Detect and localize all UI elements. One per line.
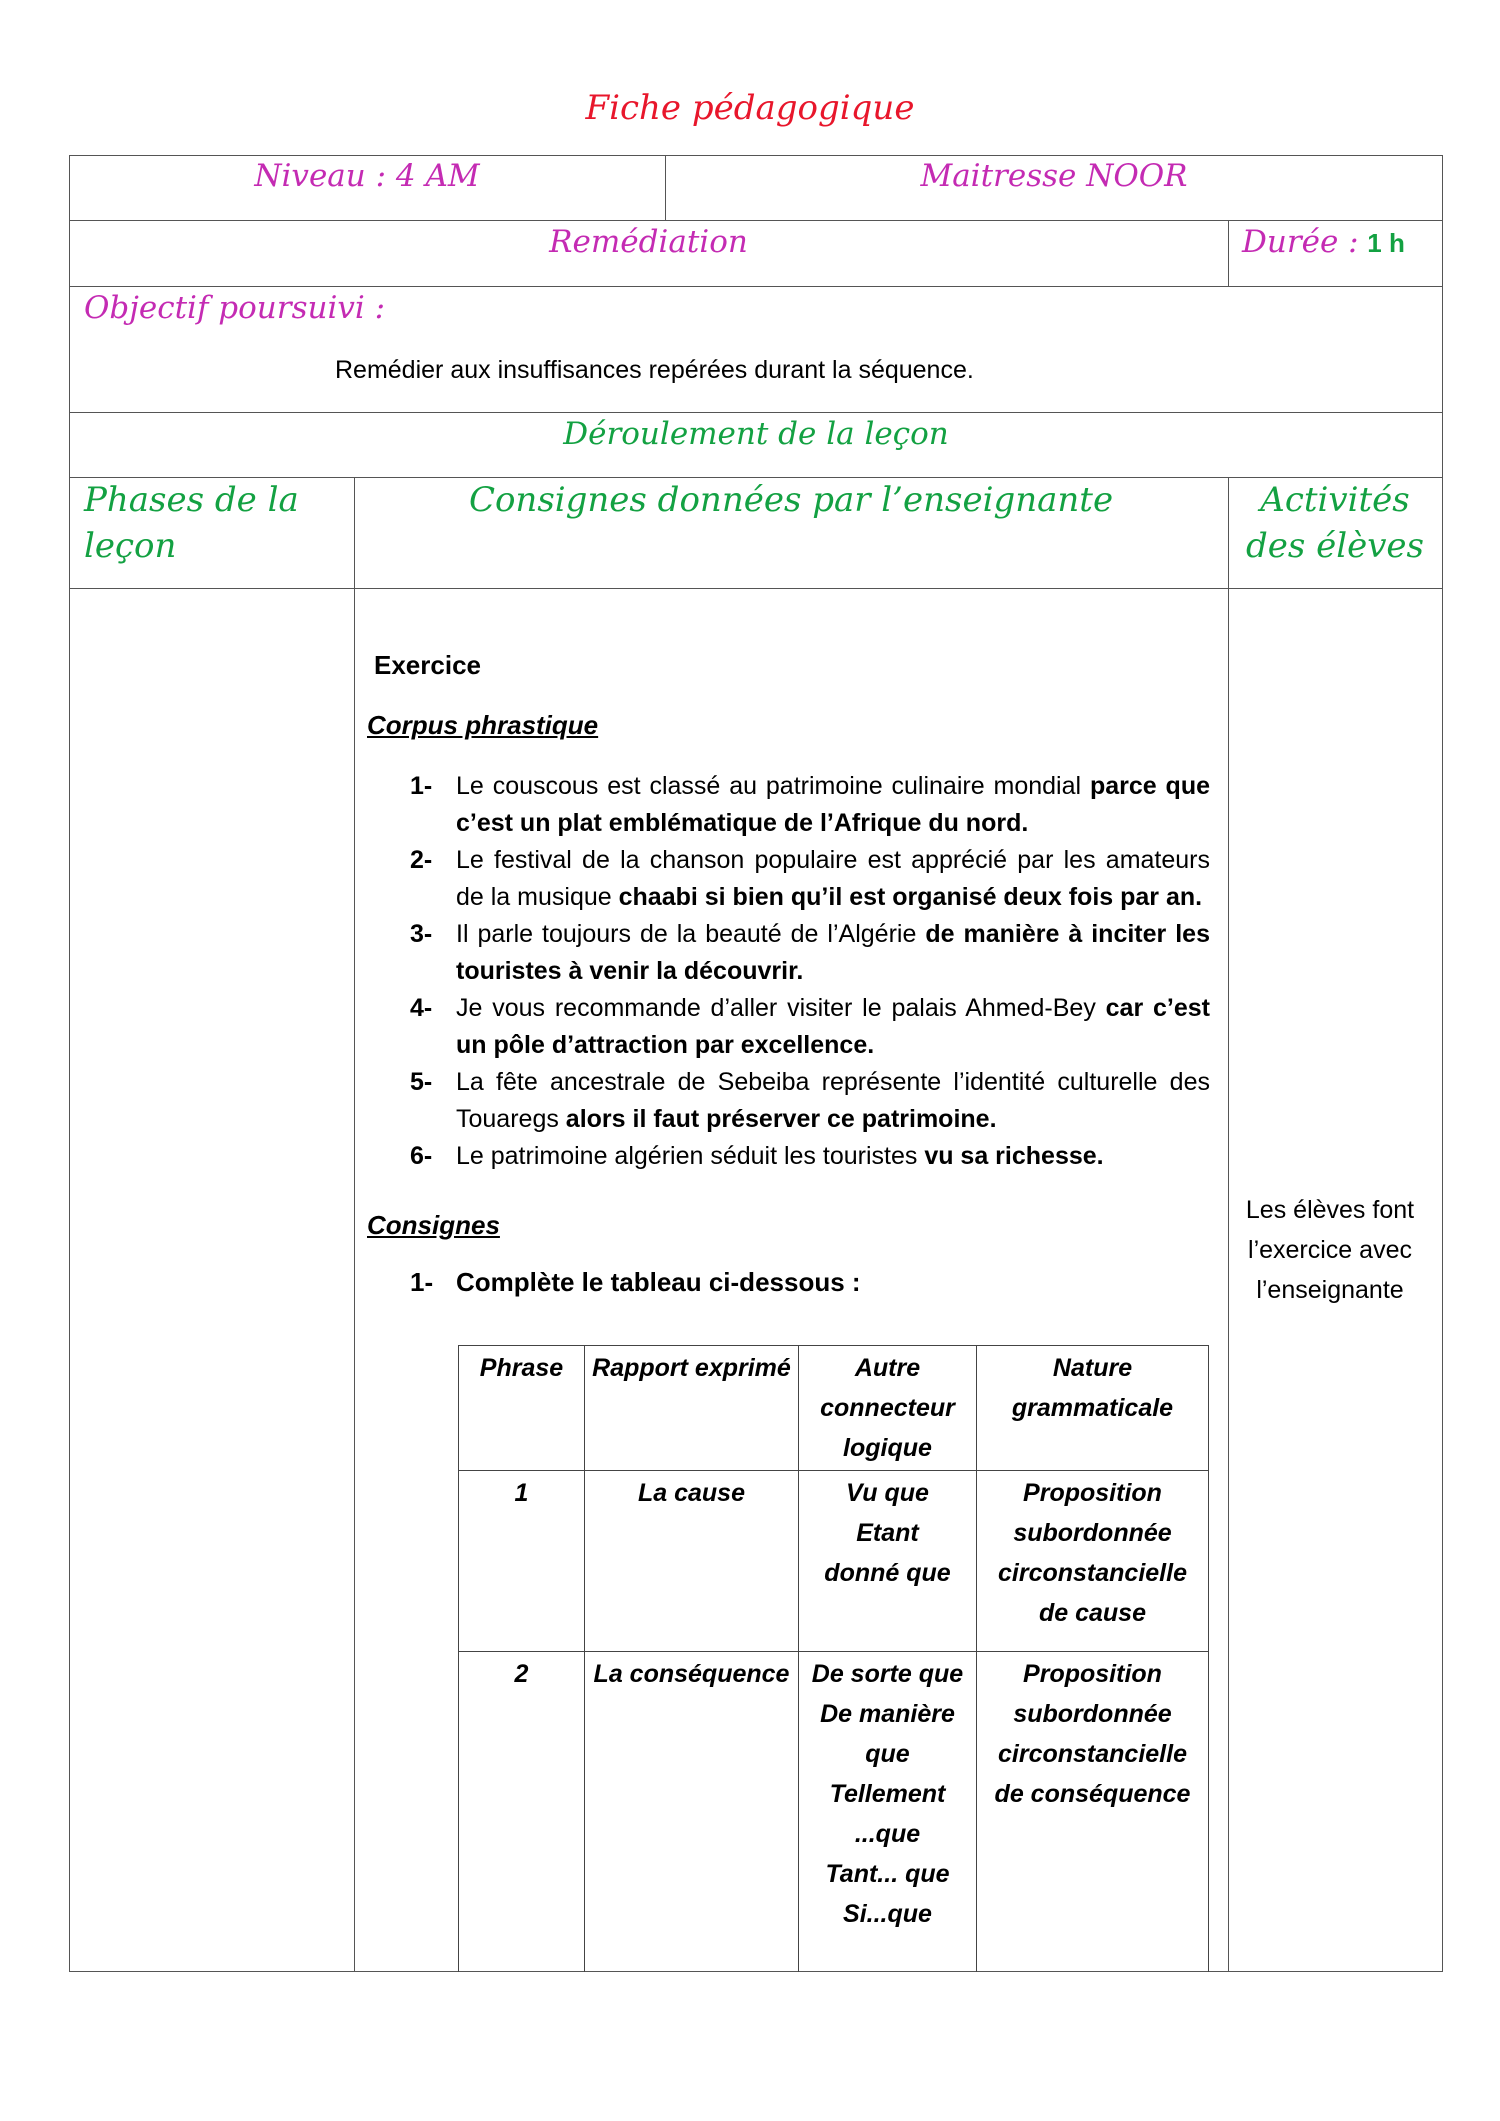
table-cell: De sorte que De manière que Tellement ...que Tant... que Si...que	[799, 1652, 977, 1973]
table-cell: La cause	[585, 1471, 799, 1652]
corpus-title: Corpus phrastique	[367, 710, 599, 740]
consigne-item: 1- Complète le tableau ci-dessous :	[410, 1267, 861, 1297]
progress-title: Déroulement de la leçon	[563, 416, 949, 452]
col-divider	[1228, 220, 1229, 286]
row-divider	[69, 286, 1443, 287]
duration-label: Durée :	[1242, 224, 1359, 260]
consignes-title: Consignes	[367, 1210, 500, 1240]
table-cell: Proposition subordonnée circonstancielle de cause	[977, 1471, 1209, 1652]
table-cell: Proposition subordonnée circonstancielle de conséquence	[977, 1652, 1209, 1973]
table-cell: 2	[459, 1652, 585, 1973]
students-activity: Les élèves font l’exercice avec l’enseignante	[1245, 1196, 1415, 1304]
exercise-title: Exercice	[374, 650, 481, 680]
table-cell: Vu que Etant donné que	[799, 1471, 977, 1652]
activities-header: Activités des élèves	[1245, 480, 1425, 566]
teacher-name: Maitresse NOOR	[920, 158, 1188, 194]
table-cell: 1	[459, 1471, 585, 1652]
table-cell: La conséquence	[585, 1652, 799, 1973]
table-row	[459, 1652, 1209, 1973]
row-divider	[69, 220, 1443, 221]
list-item: 1- Le couscous est classé au patrimoine culinaire mondial parce que c’est un plat emblématique de l’Afrique du nord.	[410, 772, 1211, 837]
lesson-name: Remédiation	[549, 224, 748, 260]
page-title: Fiche pédagogique	[585, 88, 915, 128]
level-label: Niveau : 4 AM	[254, 158, 480, 194]
row-divider	[69, 412, 1443, 413]
phases-header: Phases de la leçon	[84, 480, 299, 566]
list-item: 4- Je vous recommande d’aller visiter le palais Ahmed-Bey car c’est un pôle d’attraction par excellence.	[410, 994, 1210, 1059]
list-item: 2- Le festival de la chanson populaire est apprécié par les amateurs de la musique chaabi si bien qu’il est organisé deux fois par an.	[410, 846, 1210, 911]
objective-text: Remédier aux insuffisances repérées durant la séquence.	[335, 356, 974, 384]
exercise-table	[458, 1345, 1209, 1972]
table-header: Phrase	[459, 1346, 585, 1471]
corpus-list	[410, 768, 1210, 1175]
table-header: Rapport exprimé	[585, 1346, 799, 1471]
duration	[1242, 224, 1405, 260]
col-divider	[354, 477, 355, 1972]
list-item: 5- La fête ancestrale de Sebeiba représente l’identité culturelle des Touaregs alors il faut préserver ce patrimoine.	[410, 1068, 1210, 1133]
objective-label: Objectif poursuivi :	[84, 290, 386, 326]
duration-value: 1 h	[1367, 228, 1405, 258]
table-header: Nature grammaticale	[977, 1346, 1209, 1471]
row-divider	[69, 588, 1443, 589]
col-divider	[1228, 477, 1229, 1972]
list-item: 3- Il parle toujours de la beauté de l’Algérie de manière à inciter les touristes à venir la découvrir.	[410, 920, 1210, 985]
list-item: 6- Le patrimoine algérien séduit les touristes vu sa richesse.	[410, 1142, 1104, 1170]
table-header: Autre connecteur logique	[799, 1346, 977, 1471]
table-row	[459, 1471, 1209, 1652]
instructions-header: Consignes données par l’enseignante	[468, 480, 1114, 520]
